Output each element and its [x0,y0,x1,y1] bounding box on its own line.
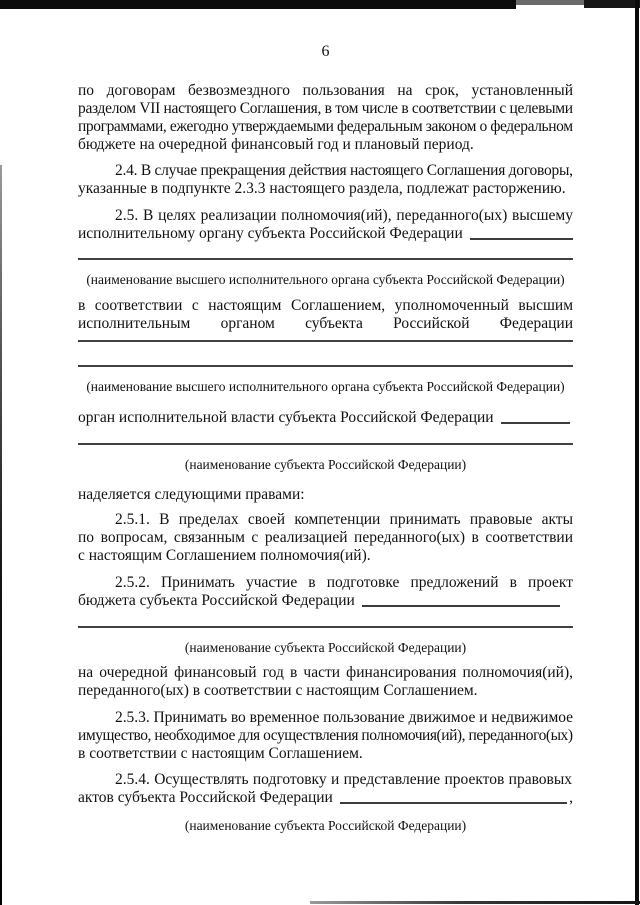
text-line: исполнительным органом субъекта Российской Федерации [78,315,573,332]
text-line: исполнительному органу субъекта Российской Федерации [78,225,573,243]
text-line: 2.5.3. Принимать во временное пользование движимое и недвижимое [115,709,573,726]
fill-in-blank [470,238,573,240]
text-line: имущество, необходимое для осуществления полномочия(ий), переданного(ых) [78,727,573,744]
scan-border-top [0,0,516,9]
text-line: бюджета субъекта Российской Федерации [78,592,573,610]
fill-in-blank [362,605,560,607]
text-line: бюджете на очередной финансовый год и плановый период. [78,136,474,153]
text-line: наделяется следующими правами: [78,486,305,503]
blank-line-rule [78,626,573,628]
blank-line-rule [78,443,573,445]
paragraph-2-5-3 [78,709,573,763]
text-line: на очередной финансовый год в части финансирования полномочия(ий), [78,664,573,681]
blank-line-rule [78,258,573,260]
paragraph-organ [78,409,573,427]
text-line: актов субъекта Российской Федерации , [78,789,573,806]
caption-subject-name: (наименование субъекта Российской Федерации) [184,818,467,833]
text-line: в соответствии с настоящим Соглашением. [78,745,363,762]
paragraph-fin-year [78,664,573,700]
text-line: орган исполнительной власти субъекта Российской Федерации [78,409,573,427]
text-line: переданного(ых) в соответствии с настоящим Соглашением. [78,682,478,699]
text-line: по вопросам, связанным с реализацией переданного(ых) в соответствии [78,529,573,546]
fill-in-blank [501,422,570,424]
scan-border-bottom [310,901,640,904]
text-line: разделом VII настоящего Соглашения, в том числе в соответствии с целевыми [78,100,573,117]
page-number: 6 [321,43,330,60]
caption-org-name: (наименование высшего исполнительного органа субъекта Российской Федерации) [86,379,565,394]
text-line: 2.5.1. В пределах своей компетенции принимать правовые акты [115,511,573,528]
scan-border-top-segment [584,0,640,8]
text-line: с настоящим Соглашением полномочия(ий). [78,547,371,564]
text-line: 2.4. В случае прекращения действия настоящего Соглашения договоры, [115,162,573,179]
text-line: 2.5. В целях реализации полномочия(ий), переданного(ых) высшему [115,207,573,224]
text-line: 2.5.2. Принимать участие в подготовке предложений в проект [115,574,573,591]
scan-border-top-segment [516,0,584,5]
fill-in-blank [340,802,567,804]
scan-border-left [0,165,2,905]
paragraph-2-4 [78,162,573,198]
trailing-comma: , [569,789,573,806]
text-line: 2.5.4. Осуществлять подготовку и представление проектов правовых [115,771,573,788]
text-line: указанные в подпункте 2.3.3 настоящего раздела, подлежат расторжению. [78,180,566,197]
caption-subject-name: (наименование субъекта Российской Федерации) [184,457,467,472]
scan-border-right [635,0,639,905]
text-line: по договорам безвозмездного пользования на срок, установленный [78,82,573,99]
paragraph-continuation [78,82,573,154]
paragraph-2-5-4 [78,771,573,807]
paragraph-accordance [78,297,573,333]
caption-subject-name: (наименование субъекта Российской Федерации) [184,640,467,655]
caption-org-name: (наименование высшего исполнительного органа субъекта Российской Федерации) [86,272,565,287]
paragraph-2-5-2 [78,574,573,610]
text-line: в соответствии с настоящим Соглашением, уполномоченный высшим [78,297,573,314]
paragraph-2-5-1 [78,511,573,565]
blank-line-rule [78,365,573,367]
paragraph-2-5 [78,207,573,243]
paragraph-rights [78,486,573,504]
blank-line-rule [78,340,573,342]
text-line: программами, ежегодно утверждаемыми федеральным законом о федеральном [78,118,573,135]
